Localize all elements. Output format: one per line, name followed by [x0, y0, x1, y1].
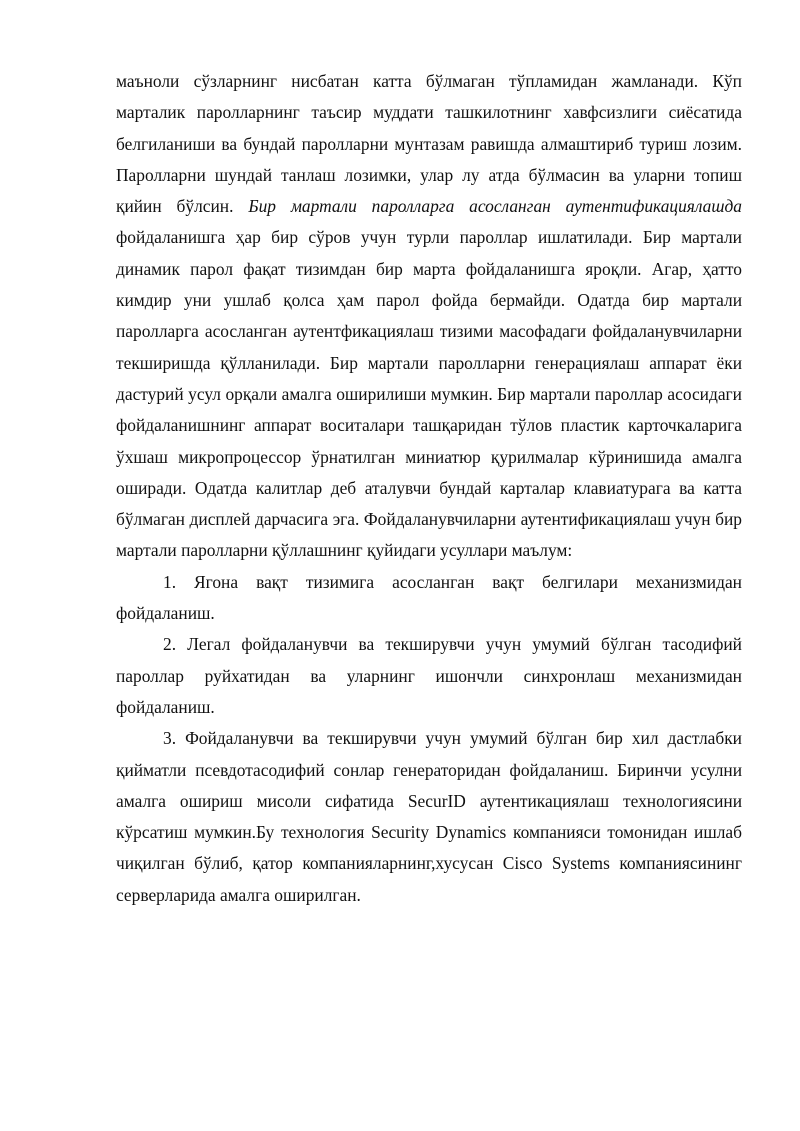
- intro-text-start: маъноли сўзларнинг нисбатан катта бўлмаган тўпламидан жамланади. Кўп марталик паролларнинг таъсир муддати ташкилотнинг хавфсизлиги сиёсатида белгиланиши ва бундай паролларни мунтазам равишда алмаштириб туриш лозим. Паролларни шундай танлаш лозимки, улар лу атда бўлмасин ва уларни топиш қийин бўлсин.: [116, 71, 742, 217]
- list-item-3: 3. Фойдаланувчи ва текширувчи учун умумий бўлган бир хил дастлабки қийматли псевдотасодифий сонлар генераторидан фойдаланиш. Биринчи усулни амалга ошириш мисоли сифатида SecurID аутентикациялаш технологиясини кўрсатиш мумкин.Бу технология Security Dynamics компанияси томонидан ишлаб чиқилган бўлиб, қатор компанияларнинг,хусусан Cisco Systems компаниясининг серверларида амалга оширилган.: [116, 728, 742, 905]
- list-item-2: 2. Легал фойдаланувчи ва текширувчи учун умумий бўлган тасодифий пароллар руйхатидан ва уларнинг ишончли синхронлаш механизмидан фойдаланиш.: [116, 634, 742, 717]
- document-page: [116, 66, 742, 911]
- intro-italic-term: Бир мартали паролларга асосланган аутентификациялашда: [248, 196, 742, 217]
- list-item-1: 1. Ягона вақт тизимига асосланган вақт белгилари механизмидан фойдаланиш.: [116, 571, 742, 624]
- intro-paragraph: [116, 66, 742, 567]
- intro-text-end: фойдаланишга ҳар бир сўров учун турли пароллар ишлатилади. Бир мартали динамик парол фақат тизимдан бир марта фойдаланишга яроқли. Агар, ҳатто кимдир уни ушлаб қолса ҳам парол фойда бермайди. Одатда бир мартали паролларга асосланган аутентфикациялаш тизими масофадаги фойдаланувчиларни текширишда қўлланилади. Бир мартали паролларни генерациялаш аппарат ёки дастурий усул орқали амалга оширилиши мумкин. Бир мартали пароллар асосидаги фойдаланишнинг аппарат воситалари ташқаридан тўлов пластик карточкаларига ўхшаш микропроцессор ўрнатилган миниатюр қурилмалар кўринишида амалга оширади. Одатда калитлар деб аталувчи бундай карталар клавиатурага ва катта бўлмаган дисплей дарчасига эга. Фойдаланувчиларни аутентификациялаш учун бир мартали паролларни қўллашнинг қуйидаги усуллари маълум:: [116, 227, 742, 561]
